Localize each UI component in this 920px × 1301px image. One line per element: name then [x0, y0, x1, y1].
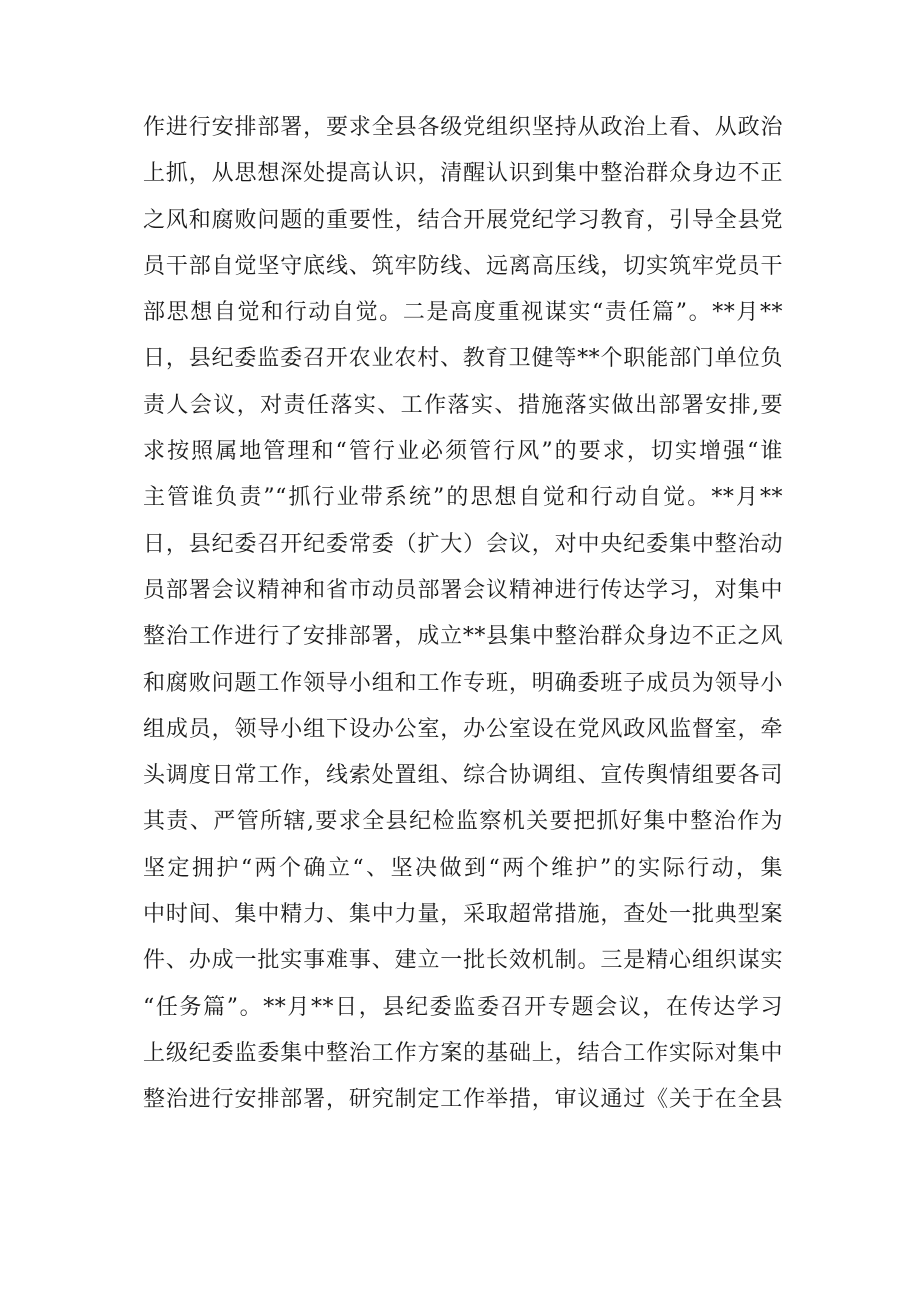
text-line: 主管谁负责”“抓行业带系统”的思想自觉和行动自觉。**月**	[143, 485, 783, 511]
text-line: 日，县纪委召开纪委常委（扩大）会议，对中央纪委集中整治动	[143, 531, 783, 557]
body-text	[143, 105, 783, 1124]
text-line: 员干部自觉坚守底线、筑牢防线、远离高压线，切实筑牢党员干	[143, 253, 783, 279]
text-line: 上级纪委监委集中整治工作方案的基础上，结合工作实际对集中	[143, 1040, 783, 1066]
text-line: 部思想自觉和行动自觉。二是高度重视谋实“责任篇”。**月**	[143, 300, 783, 326]
text-line: 员部署会议精神和省市动员部署会议精神进行传达学习，对集中	[143, 577, 783, 603]
text-line: 其责、严管所辖,要求全县纪检监察机关要把抓好集中整治作为	[143, 809, 783, 835]
text-line: 日，县纪委监委召开农业农村、教育卫健等**个职能部门单位负	[143, 346, 783, 372]
text-line: 整治进行安排部署，研究制定工作举措，审议通过《关于在全县	[143, 1087, 783, 1113]
text-line: 之风和腐败问题的重要性，结合开展党纪学习教育，引导全县党	[143, 207, 783, 233]
text-line: 整治工作进行了安排部署，成立**县集中整治群众身边不正之风	[143, 624, 783, 650]
text-line: “任务篇”。**月**日，县纪委监委召开专题会议，在传达学习	[143, 994, 783, 1020]
text-line: 责人会议，对责任落实、工作落实、措施落实做出部署安排,要	[143, 392, 783, 418]
text-line: 和腐败问题工作领导小组和工作专班，明确委班子成员为领导小	[143, 670, 783, 696]
text-line: 头调度日常工作，线索处置组、综合协调组、宣传舆情组要各司	[143, 763, 783, 789]
text-line: 上抓，从思想深处提高认识，清醒认识到集中整治群众身边不正	[143, 161, 783, 187]
text-line: 作进行安排部署，要求全县各级党组织坚持从政治上看、从政治	[143, 115, 783, 140]
text-line: 组成员，领导小组下设办公室，办公室设在党风政风监督室，牵	[143, 716, 783, 742]
text-line: 坚定拥护“两个确立“、坚决做到“两个维护”的实际行动，集	[143, 855, 783, 881]
text-line: 求按照属地管理和“管行业必须管行风”的要求，切实增强“谁	[143, 439, 783, 465]
text-line: 件、办成一批实事难事、建立一批长效机制。三是精心组织谋实	[143, 948, 783, 974]
text-line: 中时间、集中精力、集中力量，采取超常措施，查处一批典型案	[143, 902, 783, 928]
